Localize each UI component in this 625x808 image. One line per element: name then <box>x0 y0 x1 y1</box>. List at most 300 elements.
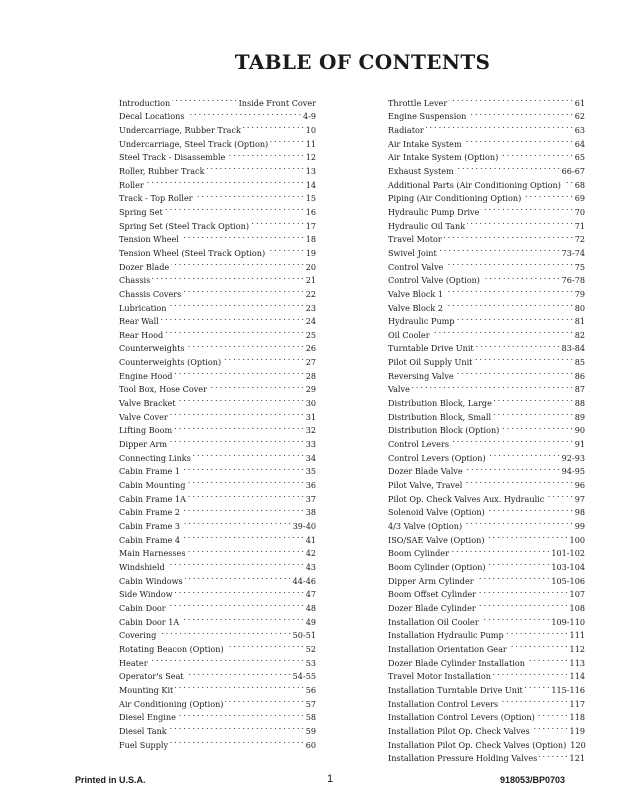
dot-leader <box>537 707 568 721</box>
dot-leader <box>178 392 304 406</box>
toc-entry-page: 58 <box>305 712 316 723</box>
dot-leader <box>169 433 304 447</box>
toc-entry-page: 50-51 <box>292 630 316 641</box>
toc-entry-label: Decal Locations <box>119 111 185 122</box>
dot-leader <box>150 652 304 666</box>
toc-entry-page: 25 <box>305 329 316 340</box>
toc-entry-page: 83-84 <box>561 343 585 354</box>
toc-entry-label: Cabin Frame 2 <box>119 507 181 518</box>
dot-leader <box>243 119 304 133</box>
toc-entry-label: Rear Wall <box>119 316 159 327</box>
toc-entry-label: Pilot Oil Supply Unit <box>388 357 473 368</box>
toc-entry-page: 16 <box>305 206 316 217</box>
toc-entry-page: 34 <box>305 452 316 463</box>
toc-entry-label: Air Intake System (Option) <box>388 152 499 163</box>
toc-entry-page: 26 <box>305 343 316 354</box>
toc-entry-page: 76-78 <box>561 275 585 286</box>
toc-entry-page: 64 <box>574 138 585 149</box>
toc-entry-label: Undercarriage, Rubber Track <box>119 124 241 135</box>
toc-entry-page: 81 <box>574 316 585 327</box>
toc-entry-page: 48 <box>305 602 316 613</box>
toc-column-right <box>388 92 586 764</box>
dot-leader <box>509 638 568 652</box>
toc-entry-page: 63 <box>574 124 585 135</box>
toc-entry-label: Cabin Mounting <box>119 480 186 491</box>
dot-leader <box>182 529 304 543</box>
toc-entry-page: 113 <box>569 657 585 668</box>
dot-leader <box>168 597 304 611</box>
dot-leader <box>225 693 303 707</box>
toc-entry-label: Hydraulic Pump Drive <box>388 206 480 217</box>
toc-entry-page: 105-106 <box>551 575 585 586</box>
toc-entry-label: Side Window <box>119 589 173 600</box>
toc-entry-page: 31 <box>305 411 316 422</box>
toc-entry-label: Installation Pressure Holding Valves <box>388 753 538 764</box>
toc-entry-label: Boom Cylinder (Option) <box>388 561 486 572</box>
dot-leader <box>474 351 572 365</box>
toc-entry-page: 85 <box>574 357 585 368</box>
toc-entry-page: 33 <box>305 439 316 450</box>
toc-entry-page: 100 <box>569 534 585 545</box>
printed-in-label: Printed in U.S.A. <box>75 775 146 785</box>
toc-entry-page: 37 <box>305 493 316 504</box>
dot-leader <box>223 351 304 365</box>
toc-entry[interactable] <box>119 666 316 680</box>
toc-entry-label: Distribution Block (Option) <box>388 425 500 436</box>
toc-column-left <box>119 92 316 748</box>
toc-entry-page: 98 <box>574 507 585 518</box>
dot-leader <box>182 502 304 516</box>
toc-entry-label: ISO/SAE Valve (Option) <box>388 534 485 545</box>
toc-entry-label: Pilot Op. Check Valves Aux. Hydraulic <box>388 493 545 504</box>
toc-entry-page: 101-102 <box>551 548 585 559</box>
toc-entry-page: 27 <box>305 357 316 368</box>
toc-entry-label: Chassis <box>119 275 151 286</box>
dot-leader <box>169 297 304 311</box>
dot-leader <box>161 311 304 325</box>
dot-leader <box>174 420 304 434</box>
toc-entry-page: 99 <box>574 521 585 531</box>
toc-entry-page: 70 <box>574 206 585 217</box>
toc-entry-page: 44-46 <box>292 575 316 586</box>
toc-entry-page: 36 <box>305 480 316 491</box>
toc-entry-label: Swivel Joint <box>388 247 437 258</box>
toc-entry-label: Installation Control Levers (Option) <box>388 712 535 723</box>
toc-entry-label: Dozer Blade Cylinder Installation <box>388 657 525 668</box>
toc-entry-page: 42 <box>305 548 316 559</box>
dot-leader <box>185 570 291 584</box>
toc-entry-page: 43 <box>305 561 316 572</box>
dot-leader <box>170 406 304 420</box>
toc-entry-page: 107 <box>569 589 585 600</box>
toc-entry-label: Valve Block 1 <box>388 288 444 299</box>
toc-entry-page: 73-74 <box>561 247 585 258</box>
toc-entry-label: Pilot Valve, Travel <box>388 480 463 491</box>
dot-leader <box>188 543 304 557</box>
toc-entry-label: Cabin Windows <box>119 575 183 586</box>
toc-entry-page: 21 <box>305 275 316 286</box>
toc-entry-page: 4-9 <box>302 111 316 122</box>
toc-entry-page: 92-93 <box>561 452 585 463</box>
toc-entry-page: 91 <box>574 439 585 450</box>
toc-entry-label: Valve Block 2 <box>388 302 444 313</box>
dot-leader <box>193 447 304 461</box>
toc-entry-label: Valve Cover <box>119 411 168 422</box>
toc-entry-page: 18 <box>305 234 316 245</box>
toc-entry-page: 66-67 <box>561 165 585 176</box>
toc-entry-page: 15 <box>305 193 316 204</box>
dot-leader <box>267 242 304 256</box>
dot-leader <box>174 365 303 379</box>
toc-entry-label: Fuel Supply <box>119 739 169 750</box>
toc-entry-page: 68 <box>574 179 585 190</box>
dot-leader <box>527 652 568 666</box>
toc-entry-page: 12 <box>305 152 316 163</box>
dot-leader <box>493 666 568 680</box>
toc-entry-page: 79 <box>574 288 585 299</box>
dot-leader <box>207 160 304 174</box>
dot-leader <box>487 502 573 516</box>
dot-leader <box>465 461 560 475</box>
dot-leader <box>152 270 303 284</box>
toc-entry-label: Radiator <box>388 124 424 135</box>
toc-entry-label: Control Valve <box>388 261 444 272</box>
toc-entry-page: 17 <box>305 220 316 231</box>
toc-entry-label: Dozer Blade Cylinder <box>388 602 476 613</box>
dot-leader <box>187 474 303 488</box>
toc-entry-page: 22 <box>305 288 316 299</box>
dot-leader <box>170 734 304 748</box>
toc-entry-page: 88 <box>574 398 585 409</box>
dot-leader <box>444 229 573 243</box>
toc-entry-label: Installation Turntable Drive Unit <box>388 684 523 695</box>
toc-entry-page: 56 <box>305 684 316 695</box>
toc-entry-label: Control Valve (Option) <box>388 275 480 286</box>
dot-leader <box>146 174 304 188</box>
toc-entry-label: Piping (Air Conditioning Option) <box>388 193 522 204</box>
toc-entry-label: Turntable Drive Unit <box>388 343 474 354</box>
toc-entry-label: Introduction <box>119 97 171 108</box>
toc-entry-page: 41 <box>305 534 316 545</box>
toc-entry-page: 35 <box>305 466 316 477</box>
dot-leader <box>456 365 573 379</box>
toc-entry-page: 120 <box>570 739 586 750</box>
toc-entry-page: 90 <box>574 425 585 436</box>
toc-entry-page: 29 <box>305 384 316 395</box>
dot-leader <box>412 379 573 393</box>
toc-entry-page: Inside Front Cover <box>238 97 316 108</box>
dot-leader <box>251 215 304 229</box>
toc-entry-page: 103-104 <box>551 561 585 572</box>
toc-entry-label: Boom Cylinder <box>388 548 449 559</box>
toc-entry-label: Hydraulic Pump <box>388 316 455 327</box>
toc-entry-label: Lubrication <box>119 302 167 313</box>
dot-leader <box>456 160 560 174</box>
toc-entry-label: Hydraulic Oil Tank <box>388 220 466 231</box>
dot-leader <box>178 707 304 721</box>
toc-entry-page: 121 <box>569 753 585 764</box>
toc-entry-label: Engine Hood <box>119 370 173 381</box>
toc-entry-label: Throttle Lever <box>388 97 448 108</box>
toc-entry-label: Rear Hood <box>119 329 164 340</box>
toc-entry-label: Control Levers <box>388 439 449 450</box>
dot-leader <box>500 147 572 161</box>
toc-entry-label: Track - Top Roller <box>119 193 193 204</box>
toc-entry-page: 61 <box>574 97 585 108</box>
dot-leader <box>175 679 303 693</box>
dot-leader <box>468 106 572 120</box>
dot-leader <box>449 92 572 106</box>
document-code: 918053/BP0703 <box>500 775 566 785</box>
toc-entry-page: 111 <box>569 630 585 641</box>
dot-leader <box>445 283 573 297</box>
dot-leader <box>158 625 290 639</box>
toc-entry-label: Main Harnesses <box>119 548 186 559</box>
dot-leader <box>488 447 560 461</box>
dot-leader <box>186 666 291 680</box>
toc-entry-label: Reversing Valve <box>388 370 454 381</box>
dot-leader <box>481 201 572 215</box>
dot-leader <box>457 311 573 325</box>
toc-entry-page: 57 <box>305 698 316 709</box>
toc-entry-label: Counterweights (Option) <box>119 357 222 368</box>
dot-leader <box>439 242 560 256</box>
dot-leader <box>181 229 304 243</box>
toc-entry-page: 10 <box>305 124 316 135</box>
dot-leader <box>563 174 573 188</box>
dot-leader <box>478 584 567 598</box>
toc-entry-page: 117 <box>569 698 585 709</box>
dot-leader <box>464 474 572 488</box>
toc-entry-page: 108 <box>569 602 585 613</box>
toc-entry-page: 62 <box>574 111 585 122</box>
toc-entry-label: Air Intake System <box>388 138 462 149</box>
dot-leader <box>506 625 568 639</box>
toc-entry-label: Operator's Seat <box>119 671 184 682</box>
toc-entry-label: Valve <box>388 384 410 395</box>
toc-entry[interactable] <box>388 92 585 106</box>
dot-leader <box>494 392 573 406</box>
toc-entry-page: 28 <box>305 370 316 381</box>
dot-leader <box>481 611 550 625</box>
dot-leader <box>478 597 568 611</box>
toc-entry[interactable] <box>388 392 585 409</box>
toc-entry-label: Cabin Frame 1 <box>119 466 181 477</box>
dot-leader <box>476 570 550 584</box>
toc-entry-page: 65 <box>574 152 585 163</box>
toc-entry-page: 115-116 <box>551 684 585 695</box>
toc-entry-page: 82 <box>574 329 585 340</box>
toc-entry-label: Exhaust System <box>388 165 454 176</box>
dot-leader <box>476 338 560 352</box>
toc-entry-label: 4/3 Valve (Option) <box>388 521 463 531</box>
toc-entry-label: Dozer Blade Valve <box>388 466 463 477</box>
toc-entry-page: 118 <box>569 712 585 723</box>
toc-entry-label: Tension Wheel <box>119 234 179 245</box>
toc-entry-label: Chassis Covers <box>119 288 182 299</box>
toc-entry-page: 69 <box>574 193 585 204</box>
toc-entry-page: 47 <box>305 589 316 600</box>
toc-entry-page: 19 <box>305 247 316 258</box>
toc-entry-label: Installation Orientation Gear <box>388 643 507 654</box>
dot-leader <box>539 748 567 762</box>
dot-leader <box>270 133 303 147</box>
dot-leader <box>546 488 572 502</box>
toc-entry-page: 87 <box>574 384 585 395</box>
toc-entry-page: 23 <box>305 302 316 313</box>
toc-entry-label: Installation Pilot Op. Check Valves <box>388 725 530 736</box>
dot-leader <box>523 188 572 202</box>
page-title: TABLE OF CONTENTS <box>234 50 491 74</box>
toc-entry-label: Undercarriage, Steel Track (Option) <box>119 138 269 149</box>
dot-leader <box>525 679 550 693</box>
toc-entry-label: Lifting Boom <box>119 425 173 436</box>
toc-entry[interactable] <box>119 188 316 202</box>
toc-entry-label: Control Levers (Option) <box>388 452 486 463</box>
toc-entry-page: 53 <box>305 657 316 668</box>
toc-entry-page: 80 <box>574 302 585 313</box>
toc-entry-label: Diesel Tank <box>119 725 167 736</box>
toc-entry-label: Cabin Frame 1A <box>119 493 186 504</box>
dot-leader <box>445 256 572 270</box>
toc-entry-label: Travel Motor Installation <box>388 671 491 682</box>
toc-entry-label: Distribution Block, Large <box>388 398 492 409</box>
toc-entry-label: Tension Wheel (Steel Track Option) <box>119 247 266 258</box>
toc-entry-label: Cabin Door 1A <box>119 616 180 627</box>
dot-leader <box>165 201 304 215</box>
toc-entry-page: 13 <box>305 165 316 176</box>
dot-leader <box>426 119 573 133</box>
dot-leader <box>183 283 303 297</box>
toc-entry-label: Steel Track - Disassemble <box>119 152 226 163</box>
dot-leader <box>467 215 573 229</box>
toc-entry-label: Travel Motor <box>388 234 442 245</box>
toc-entry-label: Additional Parts (Air Conditioning Option) <box>388 179 561 190</box>
dot-leader <box>500 693 567 707</box>
toc-entry-page: 94-95 <box>561 466 585 477</box>
dot-leader <box>195 188 304 202</box>
dot-leader <box>451 543 549 557</box>
toc-entry-page: 59 <box>305 725 316 736</box>
dot-leader <box>445 297 573 311</box>
toc-entry-page: 119 <box>569 725 585 736</box>
toc-entry-label: Cabin Door <box>119 602 166 613</box>
toc-entry-page: 86 <box>574 370 585 381</box>
dot-leader <box>488 556 550 570</box>
dot-leader <box>169 720 304 734</box>
dot-leader <box>493 406 573 420</box>
dot-leader <box>451 433 573 447</box>
dot-leader <box>175 584 304 598</box>
toc-entry-label: Air Conditioning (Option) <box>119 698 224 709</box>
toc-entry-label: Covering <box>119 630 157 641</box>
toc-entry-label: Dipper Arm Cylinder <box>388 575 474 586</box>
dot-leader <box>182 515 291 529</box>
toc-entry[interactable] <box>119 92 316 106</box>
toc-entry-label: Counterweights <box>119 343 185 354</box>
toc-entry-page: 14 <box>305 179 316 190</box>
dot-leader <box>167 556 304 570</box>
toc-entry-label: Installation Pilot Op. Check Valves (Option) <box>388 739 567 750</box>
toc-entry-label: Oil Cooler <box>388 329 430 340</box>
toc-entry-page: 49 <box>305 616 316 627</box>
toc-entry-page: 72 <box>574 234 585 245</box>
dot-leader <box>187 338 304 352</box>
dot-leader <box>187 106 301 120</box>
toc-entry-label: Cabin Frame 3 <box>119 521 181 531</box>
toc-entry-label: Solenoid Valve (Option) <box>388 507 485 518</box>
toc-entry-label: Distribution Block, Small <box>388 411 492 422</box>
dot-leader <box>209 379 304 393</box>
dot-leader <box>486 529 567 543</box>
dot-leader <box>464 133 573 147</box>
toc-entry-page: 75 <box>574 261 585 272</box>
toc-entry-label: Connecting Links <box>119 452 191 463</box>
toc-entry-label: Boom Offset Cylinder <box>388 589 477 600</box>
toc-entry-label: Dozer Blade <box>119 261 170 272</box>
toc-entry-label: Roller, Rubber Track <box>119 165 205 176</box>
dot-leader <box>464 515 573 529</box>
toc-entry-page: 96 <box>574 480 585 491</box>
dot-leader <box>182 461 304 475</box>
toc-entry-label: Tool Box, Hose Cover <box>119 384 207 395</box>
toc-entry-page: 20 <box>305 261 316 272</box>
toc-entry-page: 30 <box>305 398 316 409</box>
toc-entry[interactable] <box>119 174 316 188</box>
toc-entry-label: Spring Set <box>119 206 163 217</box>
toc-entry-page: 39-40 <box>292 521 316 531</box>
toc-entry-page: 71 <box>574 220 585 231</box>
dot-leader <box>482 270 560 284</box>
dot-leader <box>532 720 568 734</box>
toc-entry-label: Heater <box>119 657 148 668</box>
dot-leader <box>501 420 572 434</box>
toc-entry-page: 114 <box>569 671 585 682</box>
toc-entry-label: Installation Hydraulic Pump <box>388 630 504 641</box>
toc-entry-label: Dipper Arm <box>119 439 168 450</box>
toc-entry-label: Rotating Beacon (Option) <box>119 643 224 654</box>
toc-entry-label: Installation Control Levers <box>388 698 499 709</box>
toc-entry[interactable] <box>388 379 585 393</box>
toc-entry-label: Diesel Engine <box>119 712 176 723</box>
dot-leader <box>226 638 304 652</box>
toc-entry-page: 112 <box>569 643 585 654</box>
toc-entry-label: Engine Suspension <box>388 111 467 122</box>
toc-entry-page: 109-110 <box>551 616 585 627</box>
dot-leader <box>432 324 573 338</box>
toc-entry-page: 54-55 <box>292 671 316 682</box>
dot-leader <box>227 147 303 161</box>
toc-entry-label: Cabin Frame 4 <box>119 534 181 545</box>
dot-leader <box>171 256 303 270</box>
toc-entry-label: Valve Bracket <box>119 398 176 409</box>
toc-entry-page: 24 <box>305 316 316 327</box>
toc-entry-page: 52 <box>305 643 316 654</box>
toc-entry-page: 38 <box>305 507 316 518</box>
toc-entry-label: Spring Set (Steel Track Option) <box>119 220 250 231</box>
toc-entry-page: 11 <box>305 138 316 149</box>
toc-entry-page: 97 <box>574 493 585 504</box>
dot-leader <box>172 92 236 106</box>
dot-leader <box>165 324 304 338</box>
toc-entry-label: Windshield <box>119 561 165 572</box>
toc-entry-label: Installation Oil Cooler <box>388 616 479 627</box>
toc-entry-label: Roller <box>119 179 144 190</box>
page-number: 1 <box>327 773 334 785</box>
dot-leader <box>181 611 303 625</box>
dot-leader <box>188 488 304 502</box>
toc-entry-page: 89 <box>574 411 585 422</box>
